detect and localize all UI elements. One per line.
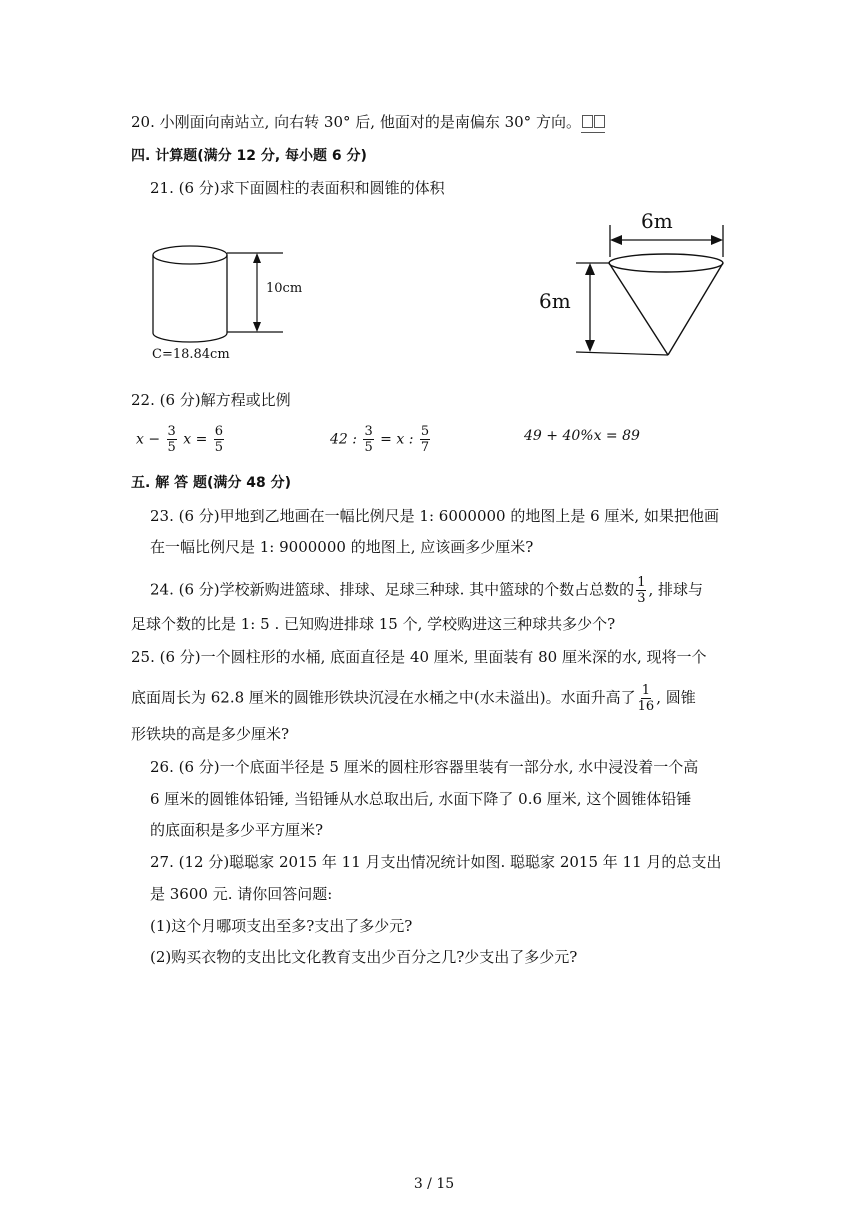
question-26-line-2: 6 厘米的圆锥体铅锤, 当铅锤从水总取出后, 水面下降了 0.6 厘米, 这个圆锥体铅锤: [150, 790, 692, 808]
fraction-3-5: [167, 424, 177, 455]
question-26-line-1: 26. (6 分)一个底面半径是 5 厘米的圆柱形容器里装有一部分水, 水中浸没着一个高: [150, 758, 699, 776]
section-5-title: 五. 解 答 题(满分 48 分): [131, 475, 291, 491]
denominator: 5: [364, 440, 373, 455]
question-25-line-3: 形铁块的高是多少厘米?: [131, 725, 290, 743]
equation-2-part-a: 42 :: [330, 431, 357, 448]
equation-1-part-a: x −: [136, 431, 161, 448]
question-24-line-2: 足球个数的比是 1: 5 . 已知购进排球 15 个, 学校购进这三种球共多少个?: [131, 615, 616, 633]
question-27-line-2: 是 3600 元. 请你回答问题:: [150, 885, 333, 903]
numerator: 6: [214, 424, 224, 439]
denominator: 5: [167, 440, 176, 455]
equation-3: 49 + 40%x = 89: [524, 428, 640, 444]
blank-box-icon: [582, 115, 593, 128]
question-23-line-2: 在一幅比例尺是 1: 9000000 的地图上, 应该画多少厘米?: [150, 538, 534, 556]
denominator: 3: [637, 591, 646, 606]
denominator: 5: [214, 440, 224, 455]
cylinder-height-label: 10cm: [266, 281, 303, 296]
question-27-sub-1: (1)这个月哪项支出至多?支出了多少元?: [150, 917, 413, 935]
fraction-5-7: [420, 424, 430, 455]
question-24-line-1: [150, 575, 703, 606]
answer-blank: [581, 113, 605, 133]
question-20: [131, 112, 605, 132]
numerator: 3: [167, 424, 176, 439]
question-27-line-1: 27. (12 分)聪聪家 2015 年 11 月支出情况统计如图. 聪聪家 2015 年 11 月的总支出: [150, 853, 722, 871]
cone-diameter-label: 6m: [641, 209, 673, 233]
cone-figure: [570, 215, 740, 365]
question-22-text: 22. (6 分)解方程或比例: [131, 391, 291, 409]
numerator: 1: [637, 575, 646, 590]
blank-box-icon: [594, 115, 605, 128]
question-23-line-1: 23. (6 分)甲地到乙地画在一幅比例尺是 1: 6000000 的地图上是 6 厘米, 如果把他画: [150, 507, 719, 525]
cone-height-label: 6m: [539, 289, 571, 313]
fraction-1-16: [638, 683, 655, 714]
question-25-line-2: [131, 683, 696, 714]
question-25-text-b: , 圆锥: [656, 688, 696, 707]
fraction-3-5: [363, 424, 373, 455]
question-25-line-1: 25. (6 分)一个圆柱形的水桶, 底面直径是 40 厘米, 里面装有 80 厘米深的水, 现将一个: [131, 648, 707, 666]
question-21-text: 21. (6 分)求下面圆柱的表面积和圆锥的体积: [150, 179, 445, 197]
section-4-title: 四. 计算题(满分 12 分, 每小题 6 分): [131, 148, 367, 164]
equation-2: [330, 424, 432, 455]
equation-2-part-b: = x :: [380, 431, 414, 448]
numerator: 1: [641, 683, 651, 698]
fraction-6-5: [214, 424, 224, 455]
question-24-text-a: 24. (6 分)学校新购进篮球、排球、足球三种球. 其中篮球的个数占总数的: [150, 580, 635, 599]
question-26-line-3: 的底面积是多少平方厘米?: [150, 821, 324, 839]
fraction-1-3: [636, 575, 646, 606]
numerator: 3: [364, 424, 373, 439]
equation-1-part-b: x =: [183, 431, 208, 448]
question-20-text: 20. 小刚面向南站立, 向右转 30° 后, 他面对的是南偏东 30° 方向。: [131, 113, 581, 131]
cylinder-circumference-label: C=18.84cm: [152, 347, 230, 362]
numerator: 5: [420, 424, 430, 439]
page-number: 3 / 15: [413, 1176, 455, 1192]
question-25-text-a: 底面周长为 62.8 厘米的圆锥形铁块沉浸在水桶之中(水未溢出)。水面升高了: [131, 688, 636, 707]
question-27-sub-2: (2)购买衣物的支出比文化教育支出少百分之几?少支出了多少元?: [150, 948, 578, 966]
equation-1: [136, 424, 226, 455]
question-24-text-b: , 排球与: [648, 580, 704, 599]
denominator: 16: [637, 699, 655, 714]
denominator: 7: [420, 440, 430, 455]
